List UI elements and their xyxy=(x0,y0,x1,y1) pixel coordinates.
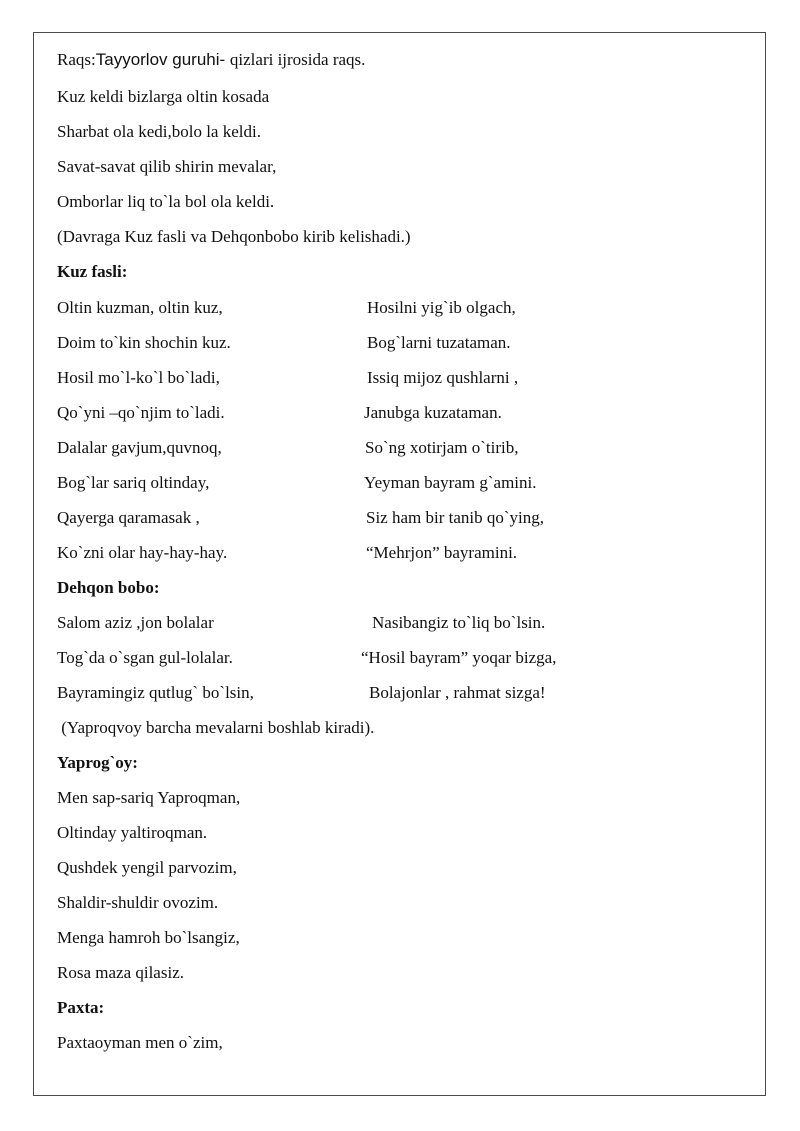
yaprog-line-4: Shaldir-shuldir ovozim. xyxy=(57,893,219,912)
intro-line-1 xyxy=(57,49,365,71)
kuz-right-6: Yeyman bayram g`amini. xyxy=(364,473,537,492)
yaprog-line-2: Oltinday yaltiroqman. xyxy=(57,823,208,842)
yaprog-line-6: Rosa maza qilasiz. xyxy=(57,963,184,982)
yaprog-line-3: Qushdek yengil parvozim, xyxy=(57,858,237,877)
paxta-heading: Paxta: xyxy=(57,998,105,1017)
kuz-left-4: Qo`yni –qo`njim to`ladi. xyxy=(57,403,225,422)
intro-rest: qizlari ijrosida raqs. xyxy=(229,50,366,69)
kuz-left-3: Hosil mo`l-ko`l bo`ladi, xyxy=(57,368,220,387)
intro-line-3: Sharbat ola kedi,bolo la keldi. xyxy=(57,122,261,141)
dehqon-right-3: Bolajonlar , rahmat sizga! xyxy=(369,683,546,702)
dehqon-right-1: Nasibangiz to`liq bo`lsin. xyxy=(372,613,546,632)
intro-line-2: Kuz keldi bizlarga oltin kosada xyxy=(57,87,270,106)
kuz-right-1: Hosilni yig`ib olgach, xyxy=(367,298,516,317)
kuz-right-8: “Mehrjon” bayramini. xyxy=(366,543,518,562)
intro-line-5: Omborlar liq to`la bol ola keldi. xyxy=(57,192,275,211)
intro-line-4: Savat-savat qilib shirin mevalar, xyxy=(57,157,277,176)
kuz-left-5: Dalalar gavjum,quvnoq, xyxy=(57,438,222,457)
yaprog-heading: Yaprog`oy: xyxy=(57,753,138,772)
kuz-left-2: Doim to`kin shochin kuz. xyxy=(57,333,231,352)
kuz-left-7: Qayerga qaramasak , xyxy=(57,508,200,527)
kuz-right-3: Issiq mijoz qushlarni , xyxy=(367,368,519,387)
intro-group: Tayyorlov guruhi- xyxy=(95,50,230,69)
kuz-right-4: Janubga kuzataman. xyxy=(364,403,502,422)
paxta-line-1: Paxtaoyman men o`zim, xyxy=(57,1033,223,1052)
dehqon-left-1: Salom aziz ,jon bolalar xyxy=(57,613,214,632)
dehqon-note: (Yaproqvoy barcha mevalarni boshlab kiradi). xyxy=(57,718,375,737)
yaprog-line-5: Menga hamroh bo`lsangiz, xyxy=(57,928,240,947)
dehqon-right-2: “Hosil bayram” yoqar bizga, xyxy=(361,648,557,667)
kuz-right-2: Bog`larni tuzataman. xyxy=(367,333,511,352)
kuz-right-5: So`ng xotirjam o`tirib, xyxy=(365,438,519,457)
dehqon-left-3: Bayramingiz qutlug` bo`lsin, xyxy=(57,683,254,702)
yaprog-line-1: Men sap-sariq Yaproqman, xyxy=(57,788,241,807)
dehqon-left-2: Tog`da o`sgan gul-lolalar. xyxy=(57,648,233,667)
kuz-left-1: Oltin kuzman, oltin kuz, xyxy=(57,298,223,317)
kuz-heading: Kuz fasli: xyxy=(57,262,128,281)
intro-prefix: Raqs: xyxy=(57,50,96,69)
kuz-left-6: Bog`lar sariq oltinday, xyxy=(57,473,210,492)
dehqon-heading: Dehqon bobo: xyxy=(57,578,160,597)
kuz-left-8: Ko`zni olar hay-hay-hay. xyxy=(57,543,228,562)
kuz-right-7: Siz ham bir tanib qo`ying, xyxy=(366,508,545,527)
intro-line-6: (Davraga Kuz fasli va Dehqonbobo kirib kelishadi.) xyxy=(57,227,411,246)
